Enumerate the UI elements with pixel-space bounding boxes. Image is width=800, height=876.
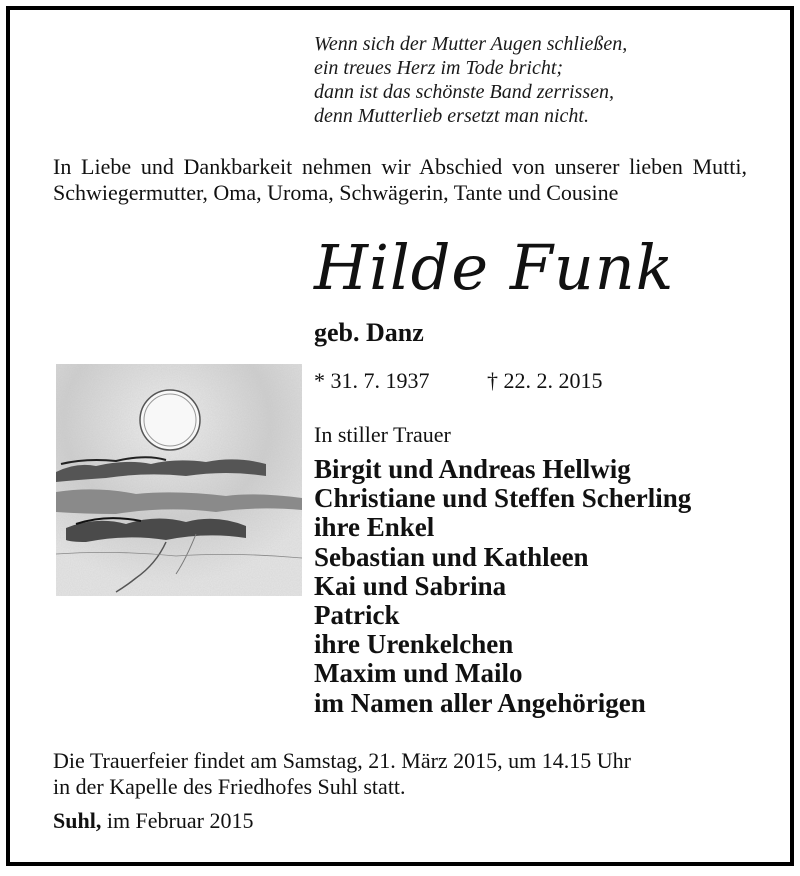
death-date: † 22. 2. 2015 [487, 368, 603, 393]
family-line: im Namen aller Angehörigen [314, 687, 646, 718]
family-line: Christiane und Steffen Scherling [314, 483, 692, 514]
family-list [314, 455, 691, 718]
moon-landscape-illustration [56, 364, 302, 596]
family-line: Maxim und Mailo [314, 658, 523, 689]
family-line: ihre Enkel [314, 512, 435, 543]
birth-name: geb. Danz [314, 318, 424, 347]
life-dates [314, 368, 603, 394]
poem-line: ein treues Herz im Tode bricht; [314, 57, 564, 79]
place: Suhl, [53, 808, 102, 833]
ceremony-info [53, 748, 631, 800]
deceased-name: Hilde Funk [314, 231, 675, 304]
family-line: Sebastian und Kathleen [314, 541, 589, 572]
poem-line: dann ist das schönste Band zerrissen, [314, 81, 614, 103]
birth-date: * 31. 7. 1937 [314, 368, 430, 393]
place-date [53, 808, 253, 834]
family-line: Patrick [314, 600, 400, 631]
poem-line: denn Mutterlieb ersetzt man nicht. [314, 105, 589, 127]
date-line: im Februar 2015 [106, 808, 254, 833]
mourning-line: In stiller Trauer [314, 422, 451, 447]
family-line: Kai und Sabrina [314, 570, 507, 601]
ceremony-line: Die Trauerfeier findet am Samstag, 21. März 2015, um 14.15 Uhr [53, 748, 631, 773]
intro-text: In Liebe und Dankbarkeit nehmen wir Abschied von unserer lieben Mutti, Schwiegermutter, Oma, Uroma, Schwägerin, Tante und Cousine [53, 154, 747, 205]
poem-line: Wenn sich der Mutter Augen schließen, [314, 33, 628, 55]
poem [314, 32, 627, 128]
family-line: ihre Urenkelchen [314, 629, 514, 660]
family-line: Birgit und Andreas Hellwig [314, 454, 631, 484]
ceremony-line: in der Kapelle des Friedhofes Suhl statt. [53, 774, 406, 799]
